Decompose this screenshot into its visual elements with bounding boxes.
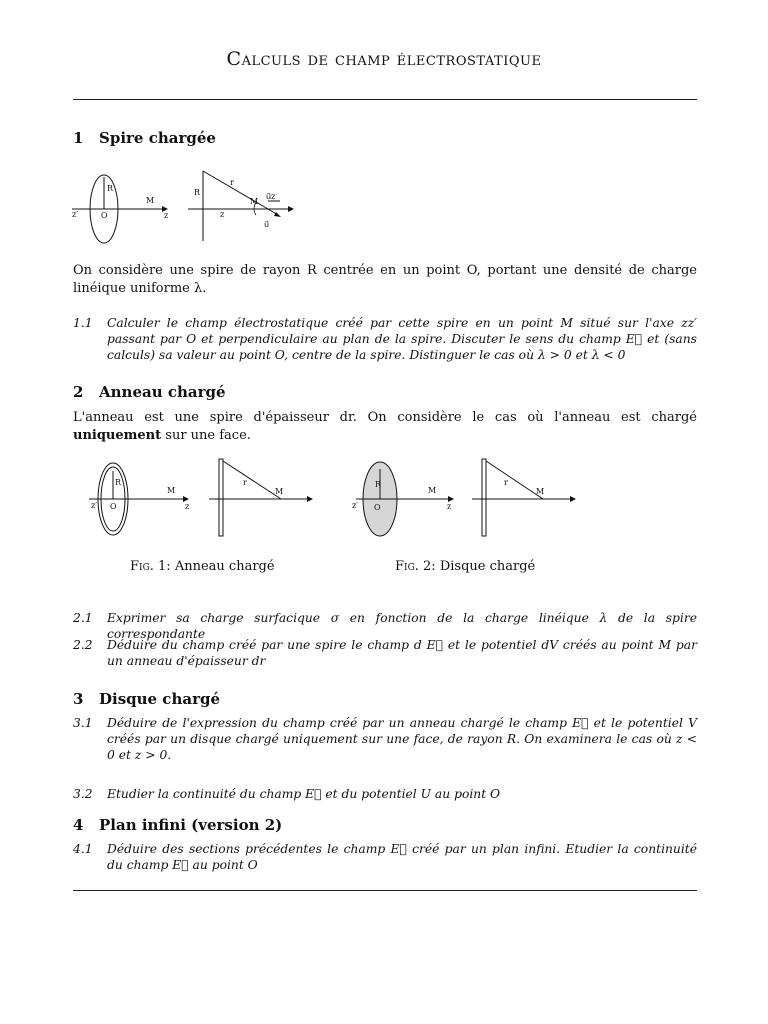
- label-r: r: [230, 178, 234, 187]
- disque-axis-2-arrow: [570, 496, 576, 502]
- z-axis-2-arrow: [288, 206, 294, 212]
- item-1-1: 1.1 Calculer le champ électrostatique créé par cette spire en un point M situé sur l'axe zz′ passant par O et perpendiculaire au plan de la spire. Discuter le sens du champ E⃗ et (sans calculs) sa valeur au point O, centre de la spire. Distinguer le cas où λ > 0 et λ < 0: [73, 316, 697, 362]
- disque-r-line: [486, 461, 543, 499]
- disque-label-zprime: z′: [352, 501, 359, 510]
- disque-label-z: z: [447, 502, 452, 511]
- top-rule: [73, 99, 697, 100]
- anneau-r-line: [223, 461, 284, 499]
- item-4-1: 4.1 Déduire des sections précédentes le champ E⃗ créé par un plan infini. Etudier la continuité du champ E⃗ au point O: [73, 842, 697, 872]
- anneau-side: [219, 459, 223, 536]
- section-4-heading: 4 Plan infini (version 2): [73, 816, 283, 834]
- item-2-2: 2.2 Déduire du champ créé par une spire le champ d E⃗ et le potentiel dV créés au point M par un anneau d'épaisseur dr: [73, 638, 697, 668]
- section-1-paragraph: On considère une spire de rayon R centrée en un point O, portant une densité de charge linéique uniforme λ.: [73, 263, 697, 296]
- disque-label-M-2: M: [536, 487, 545, 496]
- disque-label-O: O: [374, 503, 381, 512]
- section-3-heading: 3 Disque chargé: [73, 690, 221, 708]
- label-z-2: z: [220, 210, 225, 219]
- anneau-label-zprime: z′: [91, 501, 98, 510]
- item-3-2: 3.2 Etudier la continuité du champ E⃗ et du potentiel U au point O: [73, 787, 501, 801]
- figure-disque: [350, 455, 590, 540]
- figure-anneau: [85, 455, 325, 540]
- anneau-label-O: O: [110, 502, 117, 511]
- r-line: [203, 171, 268, 209]
- label-R: R: [107, 184, 114, 193]
- anneau-label-z: z: [185, 502, 190, 511]
- section-2-heading: 2 Anneau chargé: [73, 383, 226, 401]
- disque-side: [482, 459, 486, 536]
- disque-label-M: M: [428, 486, 437, 495]
- anneau-label-M: M: [167, 486, 176, 495]
- label-O: O: [101, 211, 108, 220]
- anneau-label-r: r: [243, 478, 247, 487]
- label-M: M: [146, 196, 155, 205]
- figure-1-caption: Fig. 1: Anneau chargé: [130, 559, 275, 574]
- item-3-1: 3.1 Déduire de l'expression du champ créé par un anneau chargé le champ E⃗ et le potentiel V créés par un disque chargé uniquement sur une face, de rayon R. On examinera le cas où z < 0 et z > 0.: [73, 716, 697, 762]
- label-z: z: [164, 211, 169, 220]
- item-2-1: 2.1 Exprimer sa charge surfacique σ en fonction de la charge linéique λ de la spire correspondante: [73, 611, 697, 641]
- section-2-paragraph: L'anneau est une spire d'épaisseur dr. On considère le cas où l'anneau est chargé uniquement sur une face.: [73, 410, 697, 443]
- document-title: Calculs de champ électrostatique: [226, 48, 542, 70]
- anneau-label-R: R: [115, 478, 122, 487]
- figure-spire: [70, 165, 310, 245]
- disque-label-r: r: [504, 478, 508, 487]
- disque-label-R: R: [375, 480, 382, 489]
- bottom-rule: [73, 890, 697, 891]
- anneau-axis-2-arrow: [307, 496, 313, 502]
- figure-2-caption: Fig. 2: Disque chargé: [395, 559, 536, 574]
- label-uz: u⃗z: [266, 192, 276, 201]
- label-R-2: R: [194, 188, 201, 197]
- label-u: u⃗: [264, 220, 270, 229]
- label-M-2: M: [250, 197, 259, 206]
- section-1-heading: 1 Spire chargée: [73, 129, 216, 147]
- label-zprime: z′: [72, 210, 79, 219]
- anneau-label-M-2: M: [275, 487, 284, 496]
